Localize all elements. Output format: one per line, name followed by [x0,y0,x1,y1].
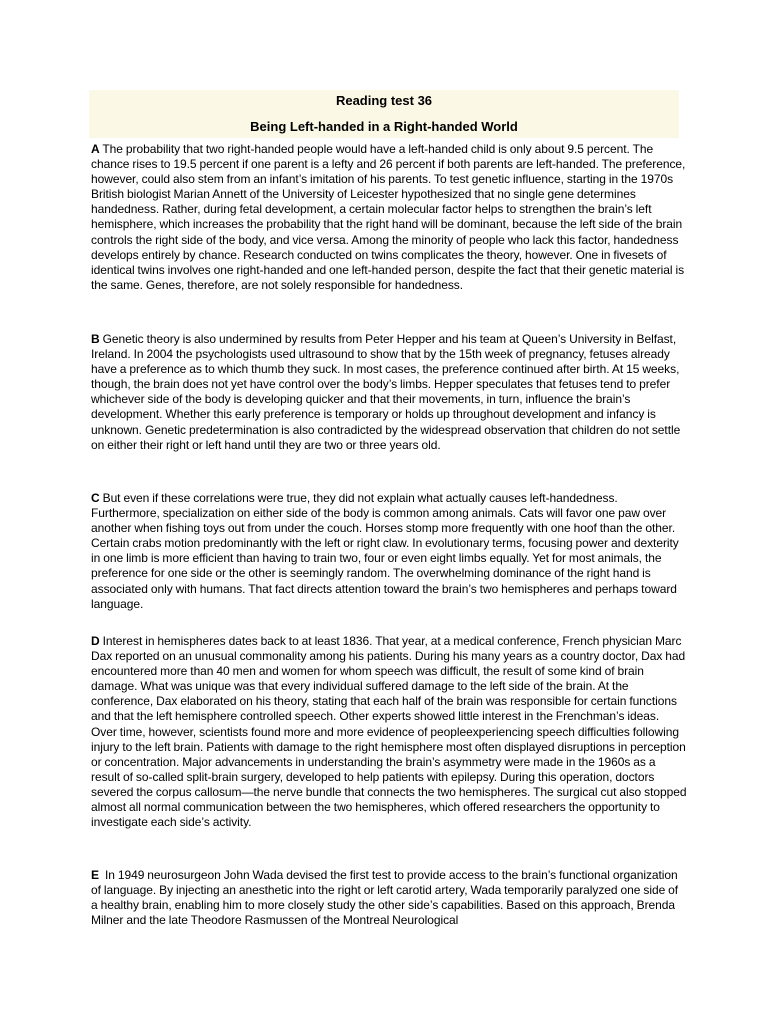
paragraph-text: In 1949 neurosurgeon John Wada devised the first test to provide access to the brain’s functional organization of language. By injecting an anesthetic into the right or left carotid artery, Wada temporarily paralyzed one side of a healthy brain, enabling him to more closely study the other side’s capabilities. Based on this approach, Brenda Milner and the late Theodore Rasmussen of the Montreal Neurological [91,868,679,928]
paragraph-text: Interest in hemispheres dates back to at least 1836. That year, at a medical conference, French physician Marc Dax reported on an unusual commonality among his patients. During his many years as a country doctor, Dax had encountered more than 40 men and women for whom speech was difficult, the result of some kind of brain damage. What was unique was that every individual suffered damage to the left side of the brain. At the conference, Dax elaborated on his theory, stating that each half of the brain was responsible for certain functions and that the left hemisphere controlled speech. Other experts showed little interest in the Frenchman’s ideas. Over time, however, scientists found more and more evidence of peopleexperiencing speech difficulties following injury to the left brain. Patients with damage to the right hemisphere most often displayed disruptions in perception or concentration. Major advancements in understanding the brain’s asymmetry were made in the 1960s as a result of so-called split-brain surgery, developed to help patients with epilepsy. During this operation, doctors severed the corpus callosum—the nerve bundle that connects the two hemispheres. The surgical cut also stopped almost all normal communication between the two hemispheres, which offered researchers the opportunity to investigate each side’s activity. [91,634,687,830]
paragraph-text: The probability that two right-handed people would have a left-handed child is only about 9.5 percent. The chance rises to 19.5 percent if one parent is a lefty and 26 percent if both parents are left-handed. The preference, however, could also stem from an infant’s imitation of his parents. To test genetic influence, starting in the 1970s British biologist Marian Annett of the University of Leicester hypothesized that no single gene determines handedness. Rather, during fetal development, a certain molecular factor helps to strengthen the brain’s left hemisphere, which increases the probability that the right hand will be dominant, because the left side of the brain controls the right side of the body, and vice versa. Among the minority of people who lack this factor, handedness develops entirely by chance. Research conducted on twins complicates the theory, however. One in fivesets of identical twins involves one right-handed and one left-handed person, despite the fact that their genetic material is the same. Genes, therefore, are not solely responsible for handedness. [91,142,686,292]
paragraph-letter: E [91,868,99,882]
test-title: Reading test 36 [335,93,433,108]
paragraph-a [91,142,687,293]
paragraph-letter: A [91,142,100,156]
paragraph-b [91,332,687,453]
paragraph-c [91,491,687,612]
paragraph-text: Genetic theory is also undermined by results from Peter Hepper and his team at Queen’s University in Belfast, Ireland. In 2004 the psychologists used ultrasound to show that by the 15th week of pregnancy, fetuses already have a preference as to which thumb they suck. In most cases, the preference continued after birth. At 15 weeks, though, the brain does not yet have control over the body’s limbs. Hepper speculates that fetuses tend to prefer whichever side of the body is developing quicker and that their movements, in turn, influence the brain’s development. Whether this early preference is temporary or holds up throughout development and infancy is unknown. Genetic predetermination is also contradicted by the widespread observation that children do not settle on either their right or left hand until they are two or three years old. [91,332,681,452]
paragraph-text: But even if these correlations were true, they did not explain what actually causes left-handedness. Furthermore, specialization on either side of the body is common among animals. Cats will favor one paw over another when fishing toys out from under the couch. Horses stomp more frequently with one hoof than the other. Certain crabs motion predominantly with the left or right claw. In evolutionary terms, focusing power and dexterity in one limb is more efficient than having to train two, four or even eight limbs equally. Yet for most animals, the preference for one side or the other is seemingly random. The overwhelming dominance of the right hand is associated only with humans. That fact directs attention toward the brain’s two hemispheres and perhaps toward language. [91,491,679,611]
paragraph-letter: B [91,332,100,346]
paragraph-letter: C [91,491,100,505]
paragraph-d [91,634,687,830]
article-title: Being Left-handed in a Right-handed World [250,119,518,134]
paragraph-letter: D [91,634,100,648]
paragraph-e [91,868,687,928]
